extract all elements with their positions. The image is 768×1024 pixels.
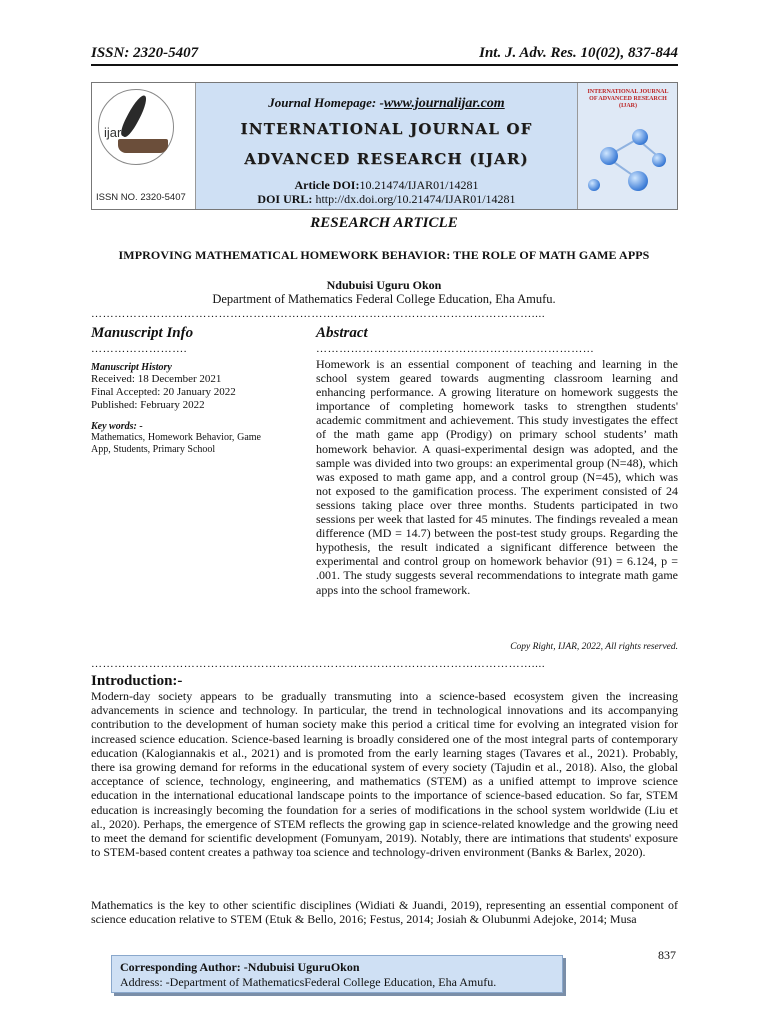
journal-name-line2: ADVANCED RESEARCH (IJAR) xyxy=(244,150,529,168)
corresponding-author: Corresponding Author: -Ndubuisi UguruOkon xyxy=(120,960,360,974)
introduction-heading: Introduction:- xyxy=(91,673,183,689)
author-affiliation: Department of Mathematics Federal College Education, Eha Amufu. xyxy=(212,292,556,306)
ijar-logo xyxy=(92,83,196,209)
book-icon xyxy=(118,139,168,153)
manuscript-divider: ……………………. xyxy=(91,345,188,354)
molecule-atom xyxy=(652,153,666,167)
banner-center xyxy=(196,83,577,209)
divider-top: …………………………………………………………………………………………………….... xyxy=(91,310,546,320)
abstract-text: Homework is an essential component of teaching and learning in the school system geared towards augmenting classroom learning and enhancing performance. A growing literature on homework suggests the importance of completing homework tasks to strengthen students' academic commitment and achievement. This study investigates the effect of the math game app (Prodigy) on primary school students’ math homework behavior. A quasi-experimental design was adopted, and the sample was divided into two groups: an experimental group (N=48), which was exposed to math game app, and a control group (N=45), which was not exposed to the gamification process. The experiment consisted of 24 sessions taking place over three months. Students participated in two sessions per week that lasted for 45 minutes. The findings revealed a mean difference (MD = 14.7) between the post-test study groups. Regarding the hypothesis, the result indicated a significant difference between the experimental and control group on homework behavior (91) = 6.124, p = .001. The study suggests several recommendations to integrate math game apps into the school framework. xyxy=(316,357,678,597)
introduction-paragraph-2: Mathematics is the key to other scientific disciplines (Widiati & Juandi, 2019), representing an essential component of science education relative to STEM (Etuk & Bello, 2016; Festus, 2014; Josiah & Olubunmi Adejoke, 2014; Musa xyxy=(91,898,678,927)
journal-name-line1: INTERNATIONAL JOURNAL OF xyxy=(240,120,533,138)
introduction-paragraph-1: Modern-day society appears to be gradually transmuting into a science-based ecosystem given the increasing advancements in science and technology. In particular, the trend in technological innovations and its accompanying contribution to the development of human society make this period a critical time for evolving an integrated vision for increased science education. Science-based learning is broadly considered one of the most integral parts of contemporary education (Kalogiannakis et al., 2021) and is promoted from the early learning stages (Tavares et al., 2021). Probably, there isa growing demand for reforms in the educational system of every society (Tajudin et al., 2018). Also, the global acceptance of science, technology, engineering, and mathematics (STEM) as a unified attempt to improve science education in the international educational landscape points to the importance of science-based education. So far, STEM education is increasingly becoming the foundation for a series of modifications in the school system worldwide (Liu et al., 2020). Perhaps, the emergence of STEM reflects the growing gap in science-related knowledge and the growing need to meet the demand for scientific development (Fomunyam, 2019). Notably, there are intimations that students' exposure to STEM-based content creates a pathway toa science and technology-driven environment (Banks & Barlex, 2020). xyxy=(91,689,678,860)
molecule-atom xyxy=(600,147,618,165)
manuscript-info xyxy=(91,325,261,456)
doi-url-label: DOI URL: xyxy=(257,192,313,206)
keywords-list: Mathematics, Homework Behavior, Game App, Students, Primary School xyxy=(91,432,261,455)
accepted-date: Final Accepted: 20 January 2022 xyxy=(91,386,236,398)
doi-url-link[interactable]: http://dx.doi.org/10.21474/IJAR01/14281 xyxy=(312,192,516,206)
article-type: RESEARCH ARTICLE xyxy=(310,215,458,231)
author-address: Address: -Department of MathematicsFederal College Education, Eha Amufu. xyxy=(120,975,497,989)
doi-value: 10.21474/IJAR01/14281 xyxy=(359,178,479,192)
molecule-atom xyxy=(632,129,648,145)
published-date: Published: February 2022 xyxy=(91,399,205,411)
corresponding-author-box xyxy=(111,955,563,993)
author-name: Ndubuisi Uguru Okon xyxy=(326,278,442,292)
page-number: 837 xyxy=(658,948,676,962)
homepage-label: Journal Homepage: - xyxy=(268,95,384,110)
abstract-section xyxy=(316,325,678,597)
molecule-atom xyxy=(628,171,648,191)
received-date: Received: 18 December 2021 xyxy=(91,373,222,385)
journal-cover-image xyxy=(577,83,677,209)
manuscript-history-title: Manuscript History xyxy=(91,362,172,373)
abstract-heading: Abstract xyxy=(316,325,368,341)
homepage-link[interactable]: www.journalijar.com xyxy=(383,96,505,111)
journal-homepage xyxy=(268,95,504,112)
issn-label: ISSN: 2320-5407 xyxy=(91,45,199,61)
logo-issn: ISSN NO. 2320-5407 xyxy=(96,192,186,203)
journal-banner xyxy=(91,82,678,210)
copyright-notice: Copy Right, IJAR, 2022, All rights reserved. xyxy=(510,642,678,652)
doi-label: Article DOI: xyxy=(294,178,360,192)
manuscript-info-heading: Manuscript Info xyxy=(91,325,194,341)
journal-citation: Int. J. Adv. Res. 10(02), 837-844 xyxy=(479,45,678,61)
doi-block xyxy=(257,178,515,206)
abstract-divider: ……………………………………………………………… xyxy=(316,345,595,354)
running-head xyxy=(91,46,678,66)
keywords-title: Key words: - xyxy=(91,421,143,432)
paper-title: IMPROVING MATHEMATICAL HOMEWORK BEHAVIOR: THE ROLE OF MATH GAME APPS xyxy=(118,248,650,262)
logo-text: ijar xyxy=(104,125,122,140)
divider-bottom: …………………………………………………………………………………………………….... xyxy=(91,660,546,670)
molecule-atom xyxy=(588,179,600,191)
cover-title: INTERNATIONAL JOURNAL OF ADVANCED RESEARCH (IJAR) xyxy=(587,89,669,109)
